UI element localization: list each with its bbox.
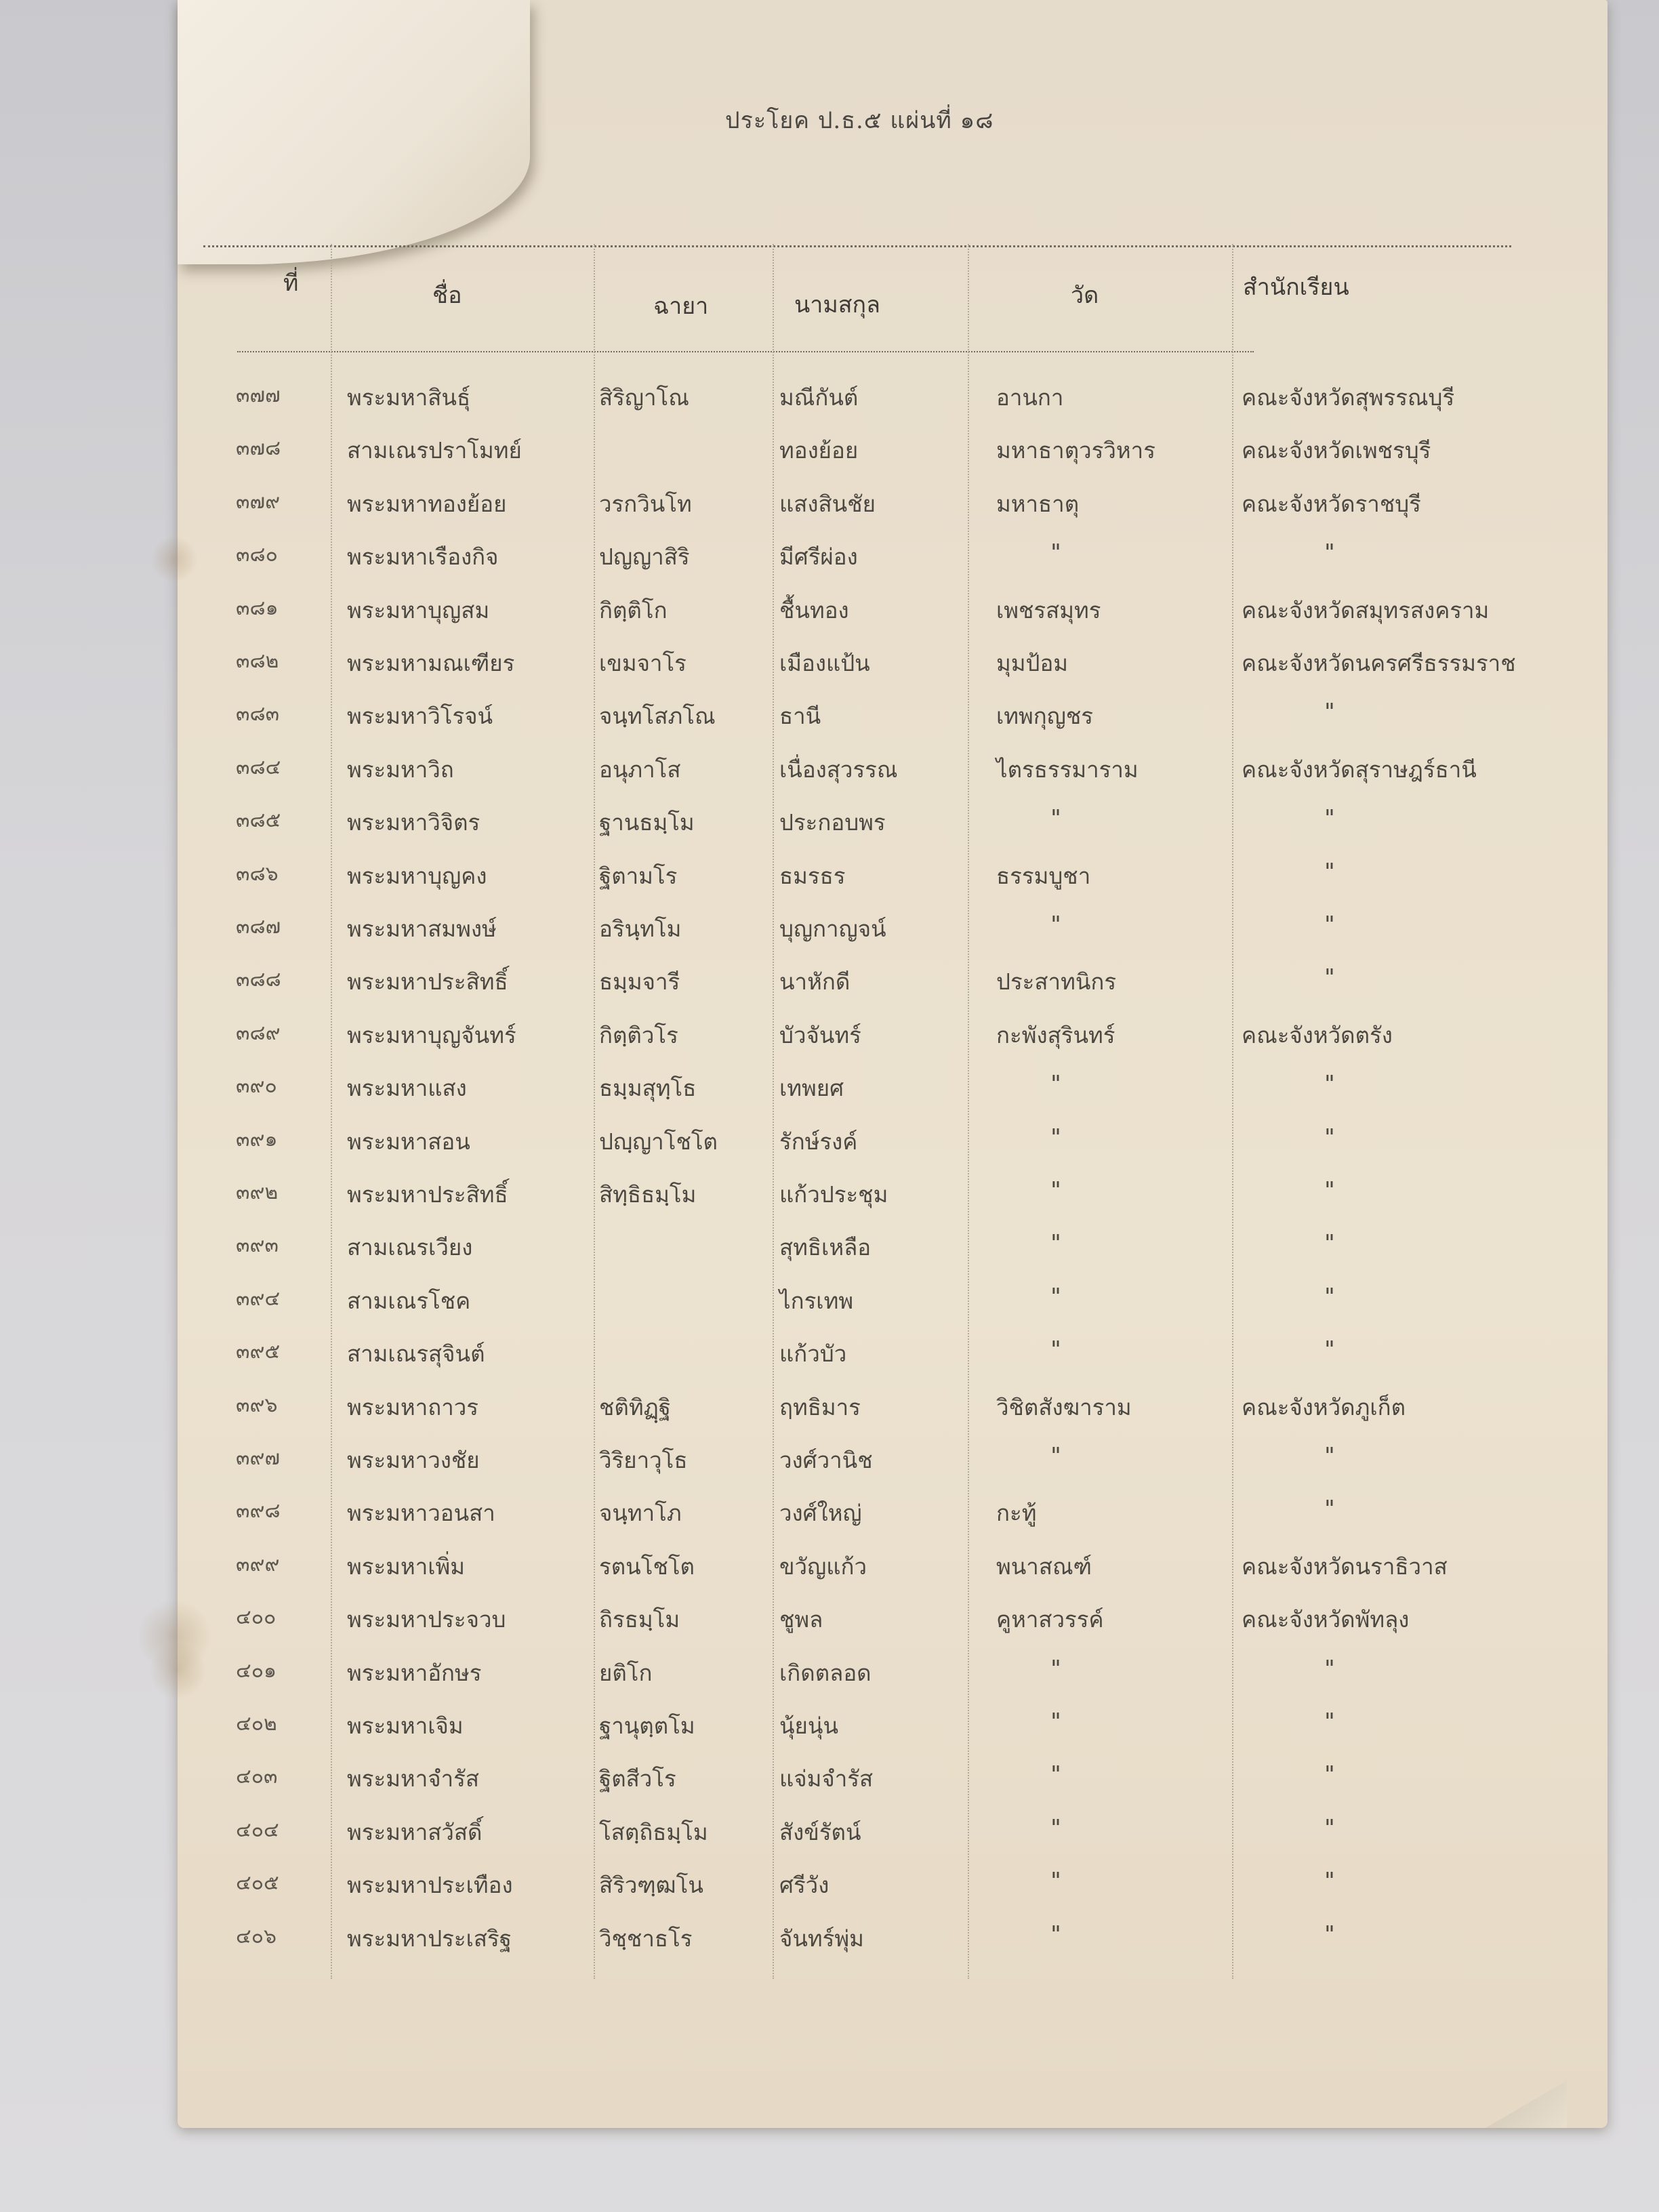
monk-chaya: จนฺทาโภ — [599, 1500, 682, 1527]
monk-chaya: ชติทิฏฺฐิ — [599, 1393, 671, 1420]
monk-wat: พนาสณฑ์ — [996, 1553, 1092, 1580]
table-row — [0, 1336, 1659, 1387]
monk-wat: " — [1049, 1336, 1063, 1363]
monk-name: พระมหาเพิ่ม — [347, 1553, 466, 1580]
monk-wat: คูหาสวรรค์ — [996, 1606, 1104, 1633]
row-number: ๓๙๗ — [236, 1446, 281, 1470]
monk-wat: มหาธาตุวรวิหาร — [996, 437, 1155, 464]
table-row — [0, 1495, 1659, 1547]
monk-office: " — [1323, 1123, 1336, 1150]
monk-office: คณะจังหวัดภูเก็ต — [1242, 1393, 1406, 1420]
monk-wat: เพชรสมุทร — [996, 596, 1101, 623]
monk-name: พระมหาสมพงษ์ — [347, 916, 497, 942]
monk-office: คณะจังหวัดสุราษฎร์ธานี — [1242, 756, 1477, 783]
row-number: ๓๘๕ — [236, 808, 281, 833]
monk-wat: " — [1049, 804, 1063, 832]
monk-surname: ธานี — [779, 703, 821, 730]
monk-name: สามเณรโชค — [347, 1287, 471, 1314]
torn-corner — [1486, 2081, 1567, 2128]
row-number: ๓๘๘ — [236, 968, 281, 992]
monk-name: พระมหาจำรัส — [347, 1765, 479, 1793]
table-row — [0, 1389, 1659, 1441]
header-bottom-rule — [237, 351, 1254, 352]
row-number: ๓๙๖ — [236, 1393, 278, 1417]
row-number: ๔๐๔ — [236, 1818, 279, 1842]
monk-wat: ประสาทนิกร — [996, 968, 1117, 996]
monk-wat: " — [1049, 1761, 1063, 1788]
monk-name: พระมหาประจวบ — [347, 1606, 506, 1633]
monk-surname: วงศ์ใหญ่ — [779, 1500, 862, 1527]
table-row — [0, 1761, 1659, 1812]
row-number: ๓๘๙ — [236, 1021, 281, 1045]
monk-wat: " — [1049, 1654, 1063, 1681]
page-title: ประโยค ป.ธ.๕ แผ่นที่ ๑๘ — [725, 107, 994, 134]
monk-name: พระมหาวงชัย — [347, 1447, 480, 1473]
monk-office: " — [1323, 1920, 1336, 1947]
row-number: ๓๙๘ — [236, 1499, 281, 1523]
monk-name: พระมหาเรืองกิจ — [347, 544, 499, 571]
monk-name: พระมหาบุญสม — [347, 596, 490, 623]
monk-wat: ธรรมบูชา — [996, 862, 1091, 889]
table-row — [0, 592, 1659, 644]
monk-surname: บุญกาญจน์ — [779, 916, 886, 942]
table-row — [0, 804, 1659, 856]
row-number: ๔๐๖ — [236, 1924, 277, 1948]
table-row — [0, 752, 1659, 803]
monk-surname: มณีกันต์ — [779, 384, 859, 411]
monk-surname: เมืองแป้น — [779, 650, 870, 676]
monk-chaya: อรินฺทโม — [599, 916, 682, 942]
monk-surname: เทพยศ — [779, 1075, 844, 1102]
monk-office: " — [1323, 1654, 1336, 1681]
row-number: ๓๙๐ — [236, 1074, 277, 1099]
table-row — [0, 1070, 1659, 1122]
row-number: ๔๐๑ — [236, 1658, 277, 1683]
monk-surname: ชื้นทอง — [779, 596, 849, 623]
monk-chaya: จนฺทโสภโณ — [599, 703, 716, 730]
row-number: ๓๗๙ — [236, 489, 281, 514]
monk-chaya: เขมจาโร — [599, 650, 687, 676]
row-number: ๓๗๘ — [236, 436, 281, 461]
row-number: ๓๙๔ — [236, 1286, 281, 1311]
monk-chaya: วรกวินโท — [599, 490, 692, 517]
row-number: ๔๐๕ — [236, 1871, 279, 1896]
table-row — [0, 432, 1659, 484]
monk-office: " — [1323, 804, 1336, 832]
row-number: ๓๘๖ — [236, 861, 279, 886]
monk-wat: อานกา — [996, 384, 1064, 411]
monk-wat: " — [1049, 911, 1063, 937]
monk-office: คณะจังหวัดนครศรีธรรมราช — [1242, 650, 1516, 676]
monk-wat: " — [1049, 539, 1063, 566]
monk-wat: " — [1049, 1282, 1063, 1309]
monk-office: คณะจังหวัดเพชรบุรี — [1242, 437, 1431, 464]
row-number: ๔๐๐ — [236, 1605, 276, 1630]
monk-name: สามเณรเวียง — [347, 1234, 473, 1261]
header-name: ชื่อ — [432, 282, 462, 309]
monk-chaya: ปญญาสิริ — [599, 544, 690, 571]
monk-chaya: โสตฺถิธมฺโม — [599, 1818, 708, 1845]
monk-wat: มุมป้อม — [996, 650, 1069, 676]
monk-surname: ประกอบพร — [779, 809, 886, 836]
monk-wat: " — [1049, 1070, 1063, 1097]
monk-office: " — [1323, 1708, 1336, 1734]
monk-name: พระมหาวิถ — [347, 756, 454, 783]
monk-wat: " — [1049, 1814, 1063, 1841]
monk-name: พระมหาอักษร — [347, 1659, 482, 1686]
monk-surname: ไกรเทพ — [779, 1287, 854, 1314]
monk-wat: " — [1049, 1123, 1063, 1150]
monk-surname: สุทธิเหลือ — [779, 1234, 872, 1261]
monk-surname: นุ้ยนุ่น — [779, 1713, 839, 1739]
monk-office: คณะจังหวัดราชบุรี — [1242, 490, 1421, 517]
monk-surname: สังข์รัตน์ — [779, 1818, 861, 1845]
monk-name: พระมหาประสิทธิ์ — [347, 968, 508, 996]
header-surname: นามสกุล — [794, 291, 880, 319]
monk-surname: ธมรธร — [779, 862, 846, 889]
monk-chaya: ธมฺมสุทฺโธ — [599, 1075, 697, 1102]
table-row — [0, 858, 1659, 909]
header-chaya: ฉายา — [653, 293, 709, 320]
monk-wat: วิชิตสังฆาราม — [996, 1393, 1132, 1420]
monk-office: " — [1323, 698, 1336, 725]
monk-wat: " — [1049, 1176, 1063, 1203]
monk-office: " — [1323, 1495, 1336, 1522]
monk-wat: กะพังสุรินทร์ — [996, 1021, 1115, 1048]
monk-office: คณะจังหวัดสมุทรสงคราม — [1242, 596, 1490, 623]
monk-office: " — [1323, 911, 1336, 937]
monk-surname: แก้วประชุม — [779, 1181, 888, 1208]
row-number: ๓๘๑ — [236, 596, 279, 620]
monk-chaya: อนุภาโส — [599, 756, 681, 783]
row-number: ๓๘๐ — [236, 543, 278, 567]
table-row — [0, 1017, 1659, 1069]
monk-office: " — [1323, 857, 1336, 884]
header-office: สำนักเรียน — [1243, 274, 1349, 301]
monk-name: พระมหาประเสริฐ — [347, 1925, 512, 1952]
monk-office: " — [1323, 964, 1336, 991]
table-row — [0, 1601, 1659, 1653]
monk-chaya: สิทฺธิธมฺโม — [599, 1181, 697, 1208]
monk-office: " — [1323, 1070, 1336, 1097]
monk-name: พระมหาบุญจันทร์ — [347, 1021, 516, 1048]
monk-office: คณะจังหวัดพัทลุง — [1242, 1606, 1410, 1633]
monk-wat: " — [1049, 1229, 1063, 1256]
monk-surname: แจ่มจำรัส — [779, 1765, 874, 1793]
monk-wat: เทพกุญชร — [996, 703, 1094, 730]
header-wat: วัด — [1071, 282, 1099, 309]
table-row — [0, 1229, 1659, 1281]
monk-surname: แสงสินชัย — [779, 490, 876, 517]
table-row — [0, 1549, 1659, 1600]
row-number: ๔๐๒ — [236, 1712, 277, 1736]
monk-wat: มหาธาตุ — [996, 490, 1080, 517]
monk-name: พระมหาประสิทธิ์ — [347, 1181, 508, 1208]
monk-surname: เกิดตลอด — [779, 1659, 872, 1686]
monk-name: พระมหาถาวร — [347, 1393, 479, 1420]
monk-surname: ศรีวัง — [779, 1872, 830, 1899]
header-top-rule — [203, 245, 1511, 247]
monk-name: พระมหาแสง — [347, 1075, 467, 1102]
table-row — [0, 1867, 1659, 1919]
monk-surname: นาหักดี — [779, 968, 851, 996]
monk-office: " — [1323, 1867, 1336, 1894]
monk-office: " — [1323, 539, 1336, 566]
monk-office: " — [1323, 1814, 1336, 1841]
monk-name: พระมหาประเทือง — [347, 1872, 513, 1899]
monk-office: คณะจังหวัดสุพรรณบุรี — [1242, 384, 1455, 411]
row-number: ๓๙๑ — [236, 1127, 278, 1151]
monk-surname: วงศ์วานิช — [779, 1447, 873, 1473]
monk-surname: บัวจันทร์ — [779, 1021, 861, 1048]
table-row — [0, 539, 1659, 590]
monk-surname: รักษ์รงค์ — [779, 1128, 858, 1155]
monk-name: พระมหาบุญคง — [347, 862, 487, 889]
monk-name: พระมหาสินธุ์ — [347, 384, 471, 411]
monk-office: " — [1323, 1176, 1336, 1203]
table-row — [0, 964, 1659, 1015]
monk-chaya: กิตฺติโก — [599, 596, 668, 623]
row-number: ๓๘๗ — [236, 915, 281, 939]
monk-name: สามเณรสุจินต์ — [347, 1340, 485, 1368]
monk-name: พระมหาสอน — [347, 1128, 470, 1155]
row-number: ๓๙๓ — [236, 1233, 279, 1258]
monk-chaya: สิริญาโณ — [599, 384, 689, 411]
monk-wat: " — [1049, 1920, 1063, 1947]
monk-wat: " — [1049, 1867, 1063, 1894]
monk-name: พระมหาเจิม — [347, 1713, 464, 1739]
monk-surname: ฤทธิมาร — [779, 1393, 861, 1420]
monk-surname: ชูพล — [779, 1606, 823, 1633]
table-row — [0, 486, 1659, 537]
monk-name: พระมหาสวัสดิ์ — [347, 1818, 483, 1845]
row-number: ๓๘๓ — [236, 702, 280, 726]
row-number: ๓๙๒ — [236, 1181, 279, 1204]
monk-office: " — [1323, 1761, 1336, 1788]
monk-wat: กะทู้ — [996, 1500, 1037, 1527]
monk-office: " — [1323, 1282, 1336, 1309]
monk-name: พระมหาวิจิตร — [347, 809, 480, 836]
row-number: ๓๙๙ — [236, 1552, 280, 1576]
monk-office: คณะจังหวัดตรัง — [1242, 1021, 1393, 1048]
monk-chaya: ฐานธมฺโม — [599, 809, 695, 836]
monk-surname: ทองย้อย — [779, 437, 859, 464]
monk-chaya: ฐิตสีวโร — [599, 1765, 676, 1793]
row-number: ๓๘๒ — [236, 649, 279, 673]
header-no: ที่ — [283, 270, 299, 297]
row-number: ๓๙๕ — [236, 1340, 281, 1364]
monk-chaya: ฐานุตฺตโม — [599, 1713, 695, 1739]
monk-office: คณะจังหวัดนราธิวาส — [1242, 1553, 1448, 1580]
table-row — [0, 645, 1659, 697]
monk-name: สามเณรปราโมทย์ — [347, 437, 522, 464]
monk-name: พระมหามณเฑียร — [347, 650, 515, 676]
monk-wat: ไตรธรรมาราม — [996, 756, 1139, 783]
monk-chaya: วิชฺชาธโร — [599, 1925, 693, 1952]
monk-surname: จันทร์พุ่ม — [779, 1925, 864, 1952]
table-row — [0, 911, 1659, 962]
monk-name: พระมหาวอนสา — [347, 1500, 495, 1527]
folded-page-corner — [178, 0, 530, 264]
table-row — [0, 1921, 1659, 1972]
table-row — [0, 1442, 1659, 1494]
table-row — [0, 380, 1659, 431]
monk-chaya: วิริยาวุโธ — [599, 1447, 688, 1473]
table-row — [0, 1814, 1659, 1866]
monk-name: พระมหาทองย้อย — [347, 490, 507, 517]
monk-chaya: รตนโชโต — [599, 1553, 695, 1580]
table-row — [0, 1655, 1659, 1706]
monk-surname: เนื่องสุวรรณ — [779, 756, 898, 783]
table-row — [0, 1708, 1659, 1759]
row-number: ๔๐๓ — [236, 1765, 278, 1789]
monk-office: " — [1323, 1336, 1336, 1363]
monk-wat: " — [1049, 1442, 1063, 1469]
monk-chaya: ปญฺญาโชโต — [599, 1128, 718, 1155]
monk-wat: " — [1049, 1708, 1063, 1734]
table-row — [0, 1176, 1659, 1228]
monk-surname: ขวัญแก้ว — [779, 1553, 867, 1580]
table-row — [0, 1124, 1659, 1175]
monk-surname: มีศรีผ่อง — [779, 544, 858, 571]
monk-office: " — [1323, 1229, 1336, 1256]
monk-chaya: สิริวฑฺฒโน — [599, 1872, 703, 1899]
monk-name: พระมหาวิโรจน์ — [347, 703, 493, 730]
row-number: ๓๗๗ — [236, 384, 281, 407]
monk-chaya: ธมฺมจารี — [599, 968, 680, 996]
table-row — [0, 1283, 1659, 1334]
monk-chaya: ยติโก — [599, 1659, 653, 1686]
table-row — [0, 698, 1659, 750]
monk-office: " — [1323, 1442, 1336, 1469]
monk-chaya: กิตฺติวโร — [599, 1021, 678, 1048]
row-number: ๓๘๔ — [236, 755, 281, 779]
monk-chaya: ถิรธมฺโม — [599, 1606, 680, 1633]
monk-chaya: ฐิตามโร — [599, 862, 678, 889]
monk-surname: แก้วบัว — [779, 1340, 847, 1368]
